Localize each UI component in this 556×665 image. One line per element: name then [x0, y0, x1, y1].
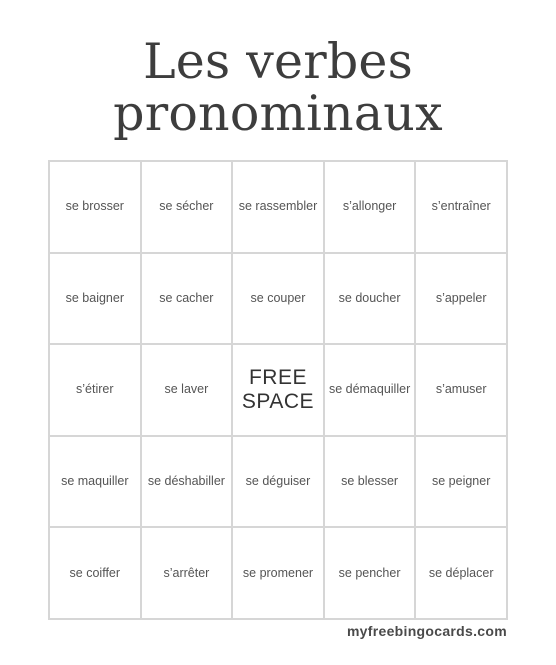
bingo-cell[interactable]: se déshabiller: [141, 436, 233, 528]
bingo-cell[interactable]: se maquiller: [49, 436, 141, 528]
bingo-cell[interactable]: se déplacer: [415, 527, 507, 619]
bingo-cell[interactable]: s’amuser: [415, 344, 507, 436]
bingo-cell[interactable]: se couper: [232, 253, 324, 345]
bingo-cell[interactable]: se déguiser: [232, 436, 324, 528]
bingo-cell[interactable]: se blesser: [324, 436, 416, 528]
bingo-cell[interactable]: se baigner: [49, 253, 141, 345]
bingo-title: [0, 33, 556, 142]
title-line-2: pronominaux: [113, 85, 443, 142]
bingo-cell[interactable]: s’allonger: [324, 161, 416, 253]
bingo-cell[interactable]: se coiffer: [49, 527, 141, 619]
bingo-grid: [48, 160, 508, 620]
title-line-1: Les verbes: [143, 33, 413, 90]
bingo-cell[interactable]: se démaquiller: [324, 344, 416, 436]
bingo-cell[interactable]: se cacher: [141, 253, 233, 345]
site-credit: myfreebingocards.com: [346, 623, 507, 639]
bingo-cell[interactable]: se pencher: [324, 527, 416, 619]
bingo-cell[interactable]: se sécher: [141, 161, 233, 253]
bingo-cell[interactable]: s’appeler: [415, 253, 507, 345]
bingo-cell[interactable]: se doucher: [324, 253, 416, 345]
free-space-cell[interactable]: FREE SPACE: [232, 344, 324, 436]
bingo-cell[interactable]: se promener: [232, 527, 324, 619]
bingo-cell[interactable]: s’arrêter: [141, 527, 233, 619]
bingo-cell[interactable]: s’entraîner: [415, 161, 507, 253]
bingo-cell[interactable]: se rassembler: [232, 161, 324, 253]
bingo-cell[interactable]: s’étirer: [49, 344, 141, 436]
bingo-cell[interactable]: se brosser: [49, 161, 141, 253]
bingo-cell[interactable]: se peigner: [415, 436, 507, 528]
bingo-cell[interactable]: se laver: [141, 344, 233, 436]
